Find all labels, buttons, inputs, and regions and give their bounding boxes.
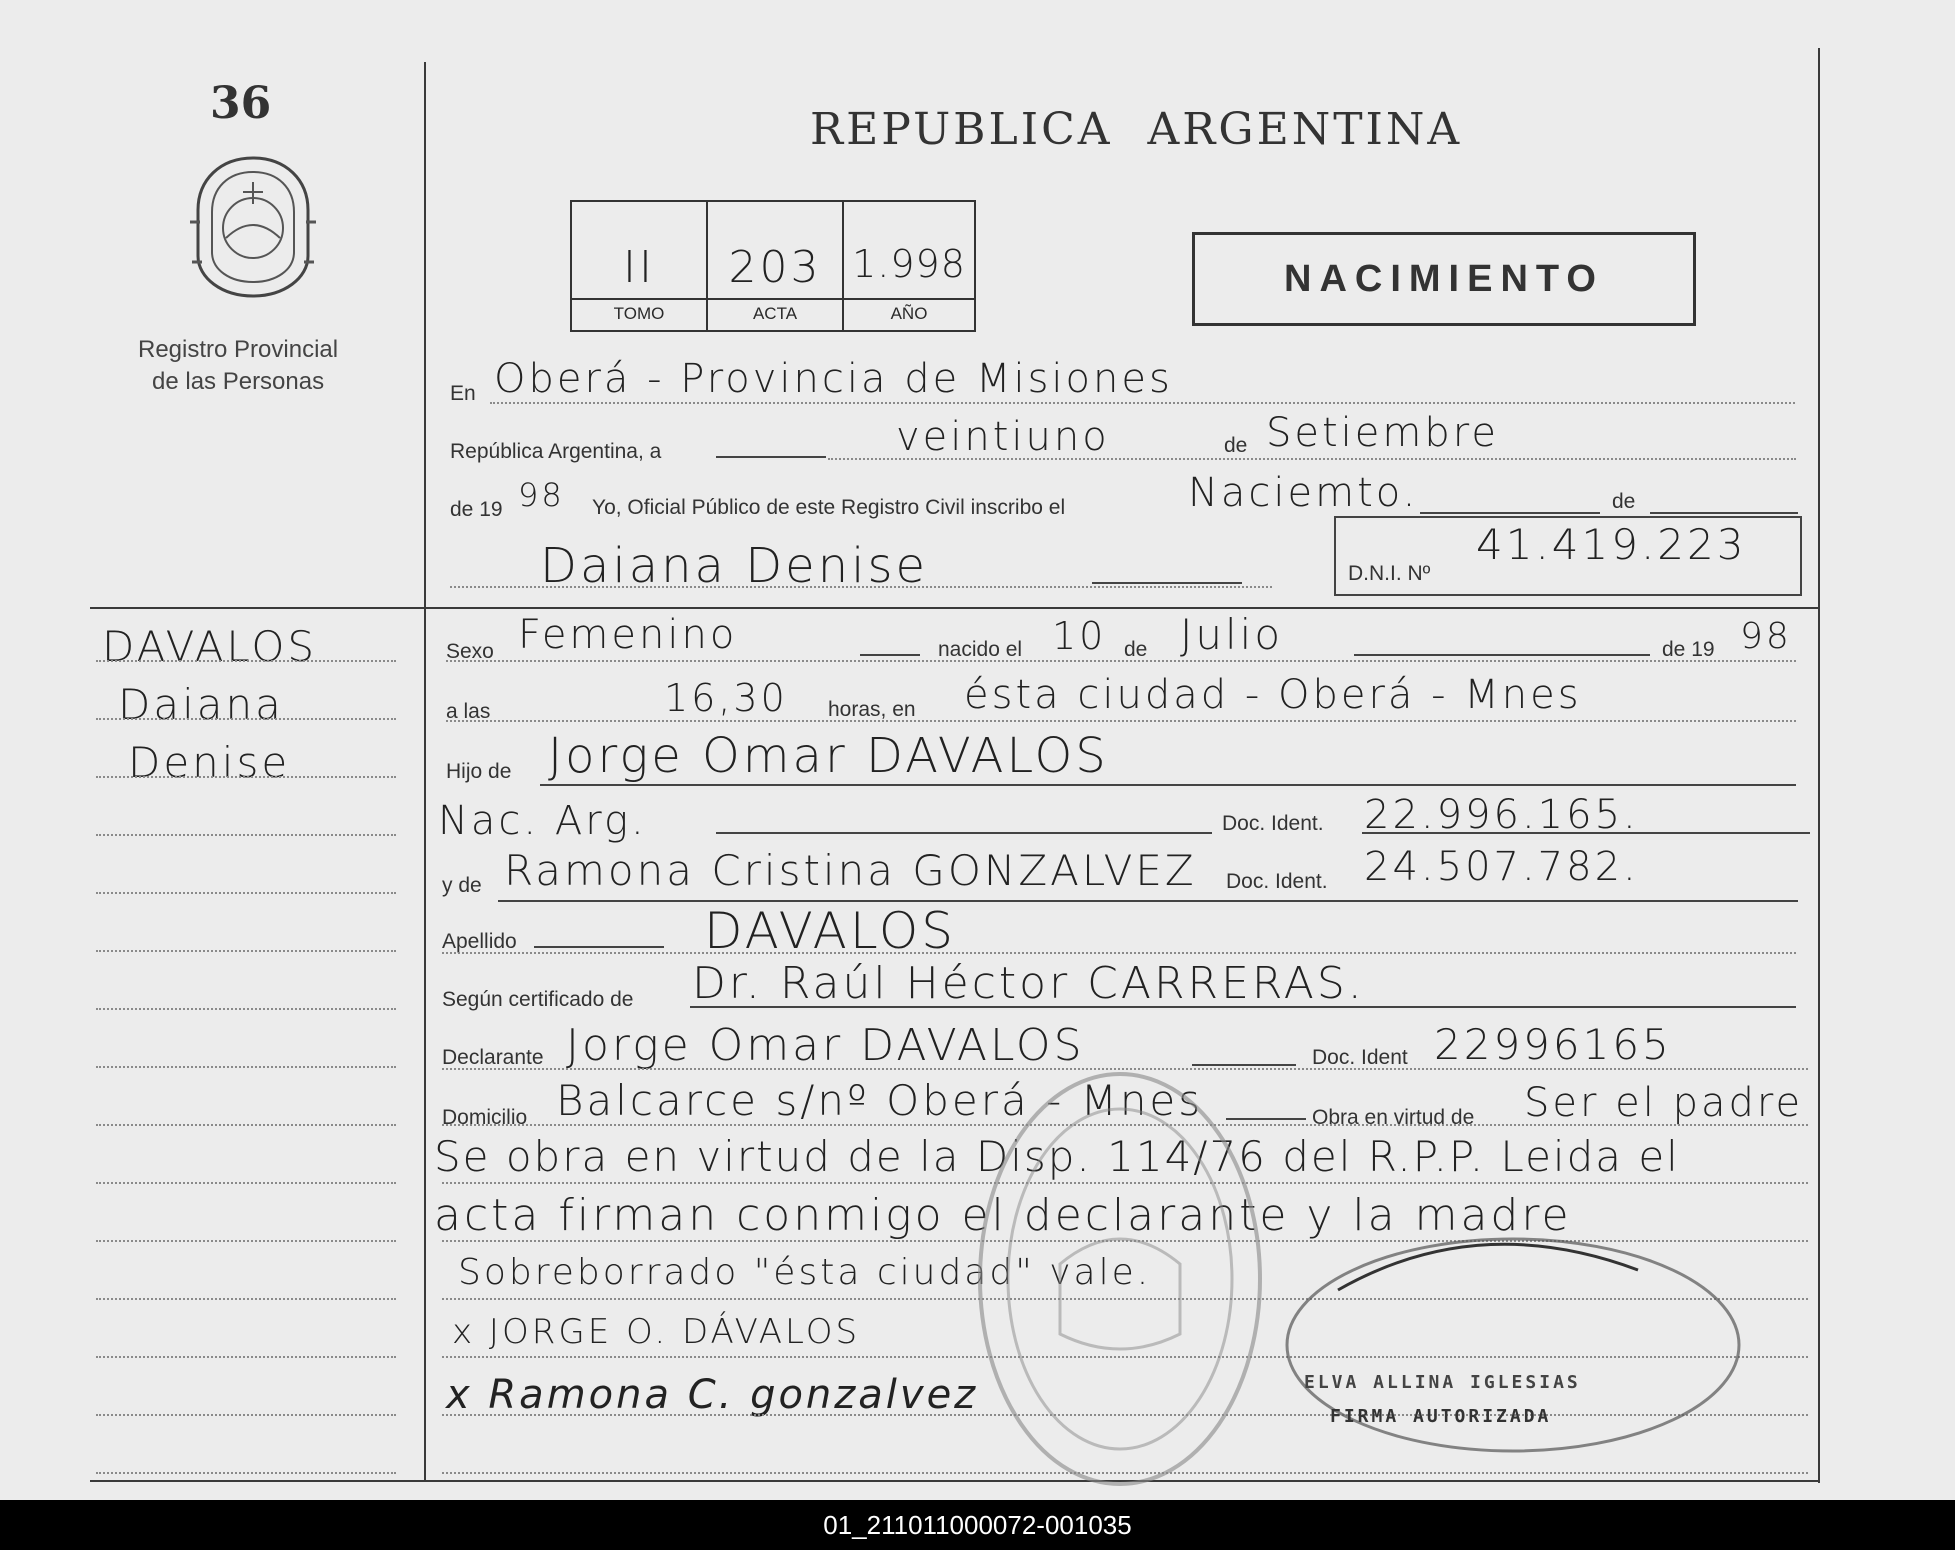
lugar-value: ésta ciudad - Oberá - Mnes (964, 672, 1582, 718)
segun-label: Según certificado de (442, 988, 634, 1011)
declarante-label: Declarante (442, 1046, 544, 1069)
stamp-caption: FIRMA AUTORIZADA (1330, 1406, 1552, 1427)
doc3-value: 22996165 (1434, 1020, 1672, 1069)
tomo-label: TOMO (572, 298, 706, 330)
obra-label: Obra en virtud de (1312, 1106, 1475, 1129)
nacido-month: Julio (1180, 610, 1284, 659)
margin-line (96, 1124, 396, 1126)
year-label: de 19 (450, 498, 503, 521)
tomo-value: II (623, 242, 655, 293)
ano-cell (844, 202, 974, 330)
hora-value: 16,30 (664, 676, 788, 720)
madre-line (498, 900, 1798, 902)
declarante-value: Jorge Omar DAVALOS (566, 1020, 1085, 1071)
header-divider (90, 607, 1818, 609)
note-line-2: acta firman conmigo el declarante y la madre (434, 1190, 1572, 1241)
ano-label: AÑO (844, 298, 974, 330)
name-blank (1092, 582, 1242, 584)
margin-first-name: Daiana (118, 680, 284, 729)
left-column-divider (424, 62, 426, 1480)
provincial-seal-icon (186, 152, 320, 302)
document-type-box: NACIMIENTO (1192, 232, 1696, 326)
tomo-cell (572, 202, 708, 330)
margin-line (96, 1008, 396, 1010)
apellido-value: DAVALOS (704, 902, 957, 960)
acta-label: ACTA (708, 298, 842, 330)
en-line (490, 402, 1795, 404)
en-label: En (450, 382, 476, 405)
de-label: de (1224, 434, 1248, 457)
de3-label: de (1124, 638, 1148, 661)
de19-label: de 19 (1662, 638, 1715, 661)
child-name-value: Daiana Denise (540, 538, 929, 594)
image-id-footer: 01_211011000072-001035 (0, 1500, 1955, 1550)
oficial-text: Yo, Oficial Público de este Registro Civil inscribo el (592, 496, 1066, 519)
domicilio-value: Balcarce s/nº Oberá - Mnes (556, 1076, 1204, 1125)
apellido-line (442, 952, 1796, 954)
month-value: Setiembre (1266, 410, 1499, 456)
acta-cell (708, 202, 844, 330)
margin-line (96, 950, 396, 952)
margin-line (96, 1356, 396, 1358)
obra-value: Ser el padre (1524, 1080, 1804, 1126)
inscribe-blank (1420, 512, 1600, 514)
de2-blank (1650, 512, 1798, 514)
sexo-label: Sexo (446, 640, 494, 663)
hijo-line (540, 784, 1796, 786)
right-border (1818, 48, 1820, 1483)
day-value: veintiuno (896, 414, 1110, 460)
record-number-box (570, 200, 976, 332)
margin-line (96, 1182, 396, 1184)
page-title: REPUBLICA ARGENTINA (810, 104, 1463, 155)
segun-value: Dr. Raúl Héctor CARRERAS. (692, 958, 1365, 1009)
ano-value: 1.998 (852, 242, 966, 286)
nacido-year: 98 (1740, 616, 1792, 657)
doc2-value: 24.507.782. (1364, 844, 1639, 890)
doc1-line (1362, 832, 1810, 834)
apellido-label: Apellido (442, 930, 517, 953)
stamp-name: ELVA ALLINA IGLESIAS (1304, 1372, 1581, 1393)
doc1-label: Doc. Ident. (1222, 812, 1324, 835)
note-line-1: Se obra en virtud de la Disp. 114/76 del R.P.P. Leida el (434, 1132, 1680, 1181)
margin-second-name: Denise (128, 738, 291, 787)
margin-line (96, 892, 396, 894)
dni-box (1334, 516, 1802, 596)
nacido-label: nacido el (938, 638, 1023, 661)
en-value: Oberá - Provincia de Misiones (494, 356, 1173, 402)
yde-label: y de (442, 874, 482, 897)
margin-line (96, 776, 396, 778)
doc3-label: Doc. Ident (1312, 1046, 1408, 1069)
dni-label: D.N.I. Nº (1348, 562, 1431, 585)
padre-value: Jorge Omar DAVALOS (548, 728, 1109, 784)
margin-line (96, 1472, 396, 1474)
margin-line (96, 1066, 396, 1068)
alas-line (446, 720, 1796, 722)
margin-line (96, 1240, 396, 1242)
de2-label: de (1612, 490, 1636, 513)
month-blank (1354, 654, 1650, 656)
margin-surname: DAVALOS (102, 622, 318, 671)
sexo-value: Femenino (518, 612, 738, 658)
registry-name-line1: Registro Provincial (138, 336, 339, 363)
horas-label: horas, en (828, 698, 916, 721)
alas-label: a las (446, 700, 491, 723)
margin-line (96, 1414, 396, 1416)
margin-line (96, 834, 396, 836)
registry-name-line2: de las Personas (152, 368, 325, 395)
name-line (450, 586, 1272, 588)
nacionalidad-value: Nac. Arg. (438, 798, 647, 844)
hijo-label: Hijo de (446, 760, 512, 783)
bottom-border (90, 1480, 1818, 1482)
doc2-label: Doc. Ident. (1226, 870, 1328, 893)
official-round-seal-icon (970, 1064, 1270, 1494)
sexo-blank (860, 654, 920, 656)
year-value: 98 (518, 476, 565, 514)
nac-blank (716, 832, 1212, 834)
margin-line (96, 660, 396, 662)
rep-blank (716, 456, 826, 458)
segun-line (690, 1006, 1796, 1008)
madre-value: Ramona Cristina GONZALVEZ (504, 846, 1197, 895)
domicilio-label: Domicilio (442, 1106, 528, 1129)
signature-declarante: x JORGE O. DÁVALOS (452, 1312, 861, 1352)
signature-madre: x Ramona C. gonzalvez (446, 1372, 979, 1418)
nacido-day: 10 (1052, 614, 1107, 658)
acta-value: 203 (728, 242, 822, 293)
margin-line (96, 718, 396, 720)
rep-line (828, 458, 1796, 460)
sexo-line (446, 660, 1796, 662)
rep-label: República Argentina, a (450, 440, 662, 463)
page-number: 36 (210, 78, 272, 129)
note-line-3: Sobreborrado "ésta ciudad" vale. (458, 1252, 1152, 1293)
inscribe-value: Naciemto. (1188, 470, 1419, 516)
margin-line (96, 1298, 396, 1300)
apellido-blank (534, 946, 664, 948)
dni-value: 41.419.223 (1476, 520, 1747, 569)
doc1-value: 22.996.165. (1364, 792, 1639, 838)
